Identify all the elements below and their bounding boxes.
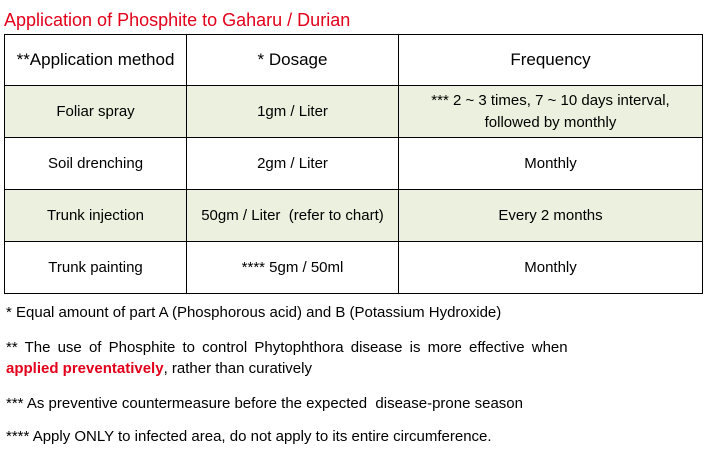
column-header-method: **Application method	[5, 35, 187, 86]
table-row	[5, 242, 703, 294]
page-title: Application of Phosphite to Gaharu / Durian	[4, 10, 351, 30]
frequency-cell: Every 2 months	[399, 190, 703, 242]
method-cell: Trunk painting	[5, 242, 187, 294]
frequency-line: *** 2 ~ 3 times, 7 ~ 10 days interval,	[431, 91, 670, 109]
column-header-dosage: * Dosage	[187, 35, 399, 86]
frequency-cell	[399, 86, 703, 138]
dosage-cell: **** 5gm / 50ml	[187, 242, 399, 294]
frequency-line: followed by monthly	[484, 113, 617, 131]
footnote-text: ** The use of Phosphite to control Phytophthora disease is more effective when	[6, 339, 568, 356]
frequency-cell: Monthly	[399, 138, 703, 190]
footnote-application-method	[6, 338, 568, 358]
emphasis-text: applied preventatively	[6, 360, 164, 377]
dosage-cell: 2gm / Liter	[187, 138, 399, 190]
footnote-dosage: * Equal amount of part A (Phosphorous acid) and B (Potassium Hydroxide)	[6, 304, 502, 321]
method-cell: Foliar spray	[5, 86, 187, 138]
table-row	[5, 190, 703, 242]
dosage-cell: 1gm / Liter	[187, 86, 399, 138]
table-header-row	[5, 35, 703, 86]
table-row	[5, 86, 703, 138]
frequency-cell: Monthly	[399, 242, 703, 294]
footnote-application-method-continued	[6, 359, 312, 379]
table-row	[5, 138, 703, 190]
footnote-trunk-painting: **** Apply ONLY to infected area, do not apply to its entire circumference.	[6, 428, 492, 445]
footnote-frequency: *** As preventive countermeasure before the expected disease-prone season	[6, 395, 523, 412]
dosage-cell: 50gm / Liter (refer to chart)	[187, 190, 399, 242]
method-cell: Soil drenching	[5, 138, 187, 190]
footnote-text: , rather than curatively	[163, 360, 312, 377]
column-header-frequency: Frequency	[399, 35, 703, 86]
method-cell: Trunk injection	[5, 190, 187, 242]
application-table	[4, 34, 703, 294]
